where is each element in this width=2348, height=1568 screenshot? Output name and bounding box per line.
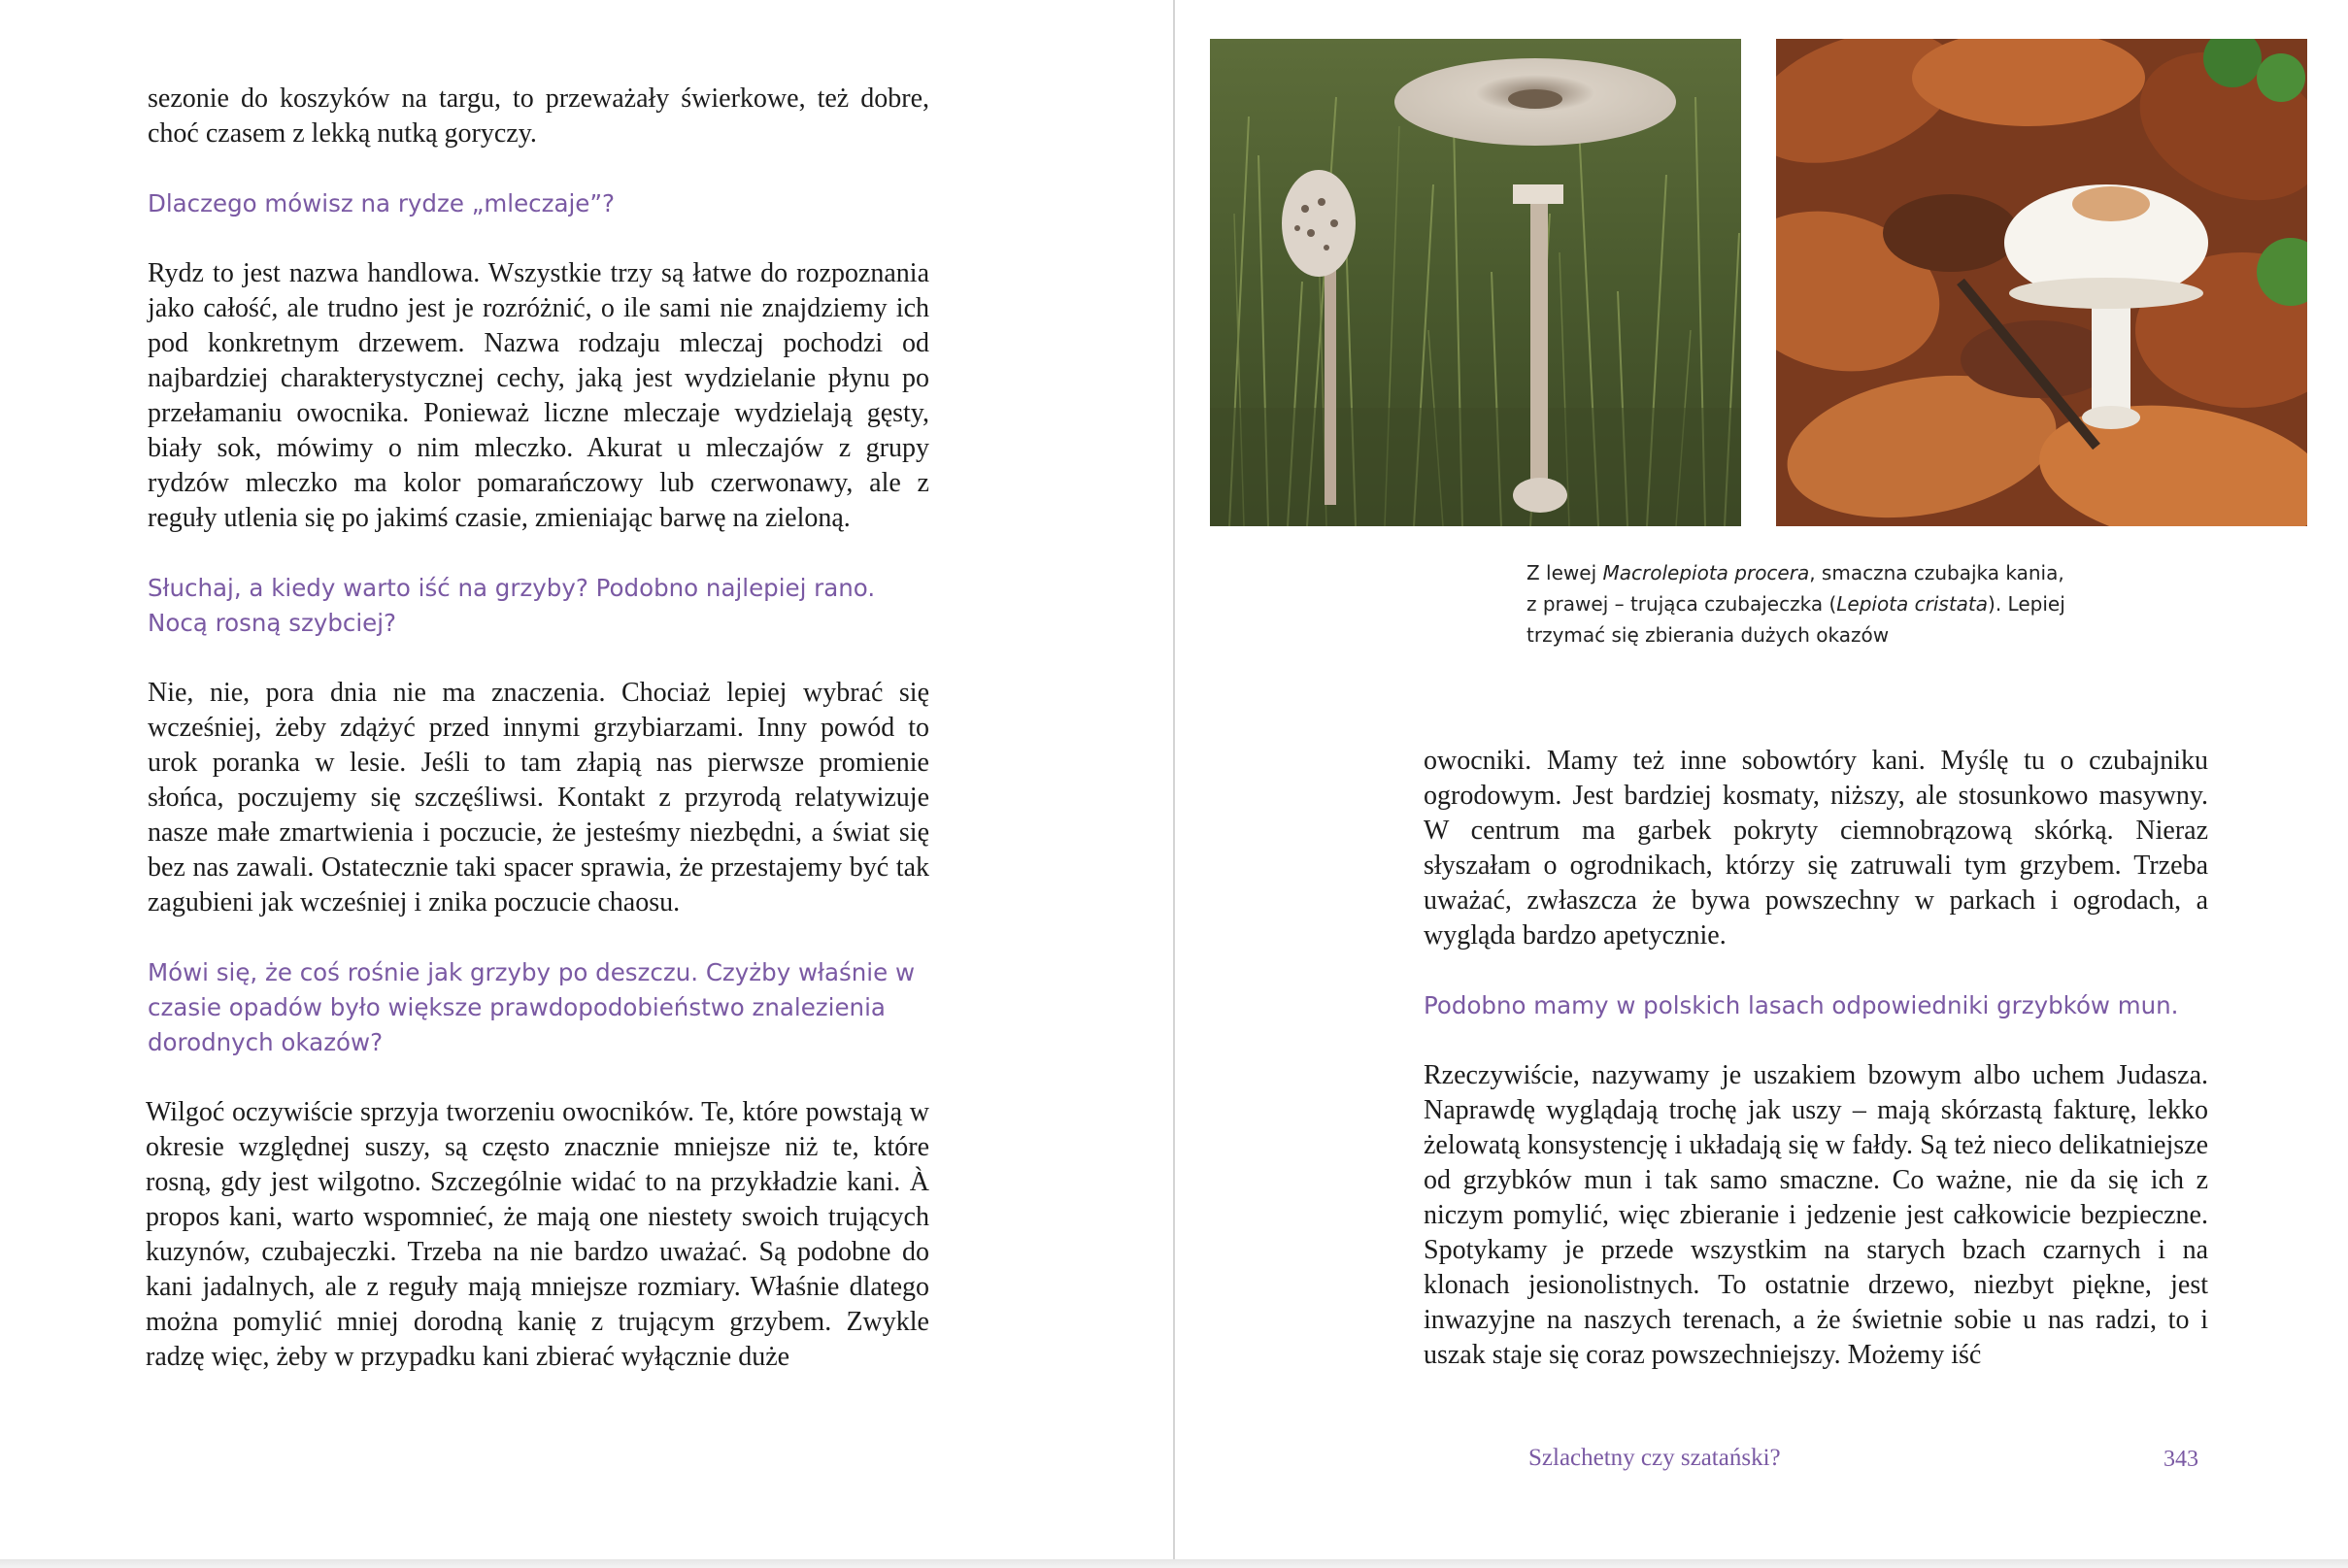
photo-caption bbox=[1526, 557, 2070, 651]
caption-line-2: z prawej – trująca czubajeczka (Lepiota cristata). Lepiej bbox=[1526, 592, 2065, 616]
left-paragraph-4: Wilgoć oczywiście sprzyja tworzeniu owocników. Te, które powstają w okresie względnej suszy, są często znacznie mniejsze niż te, które rosną, gdy jest wilgotno. Szczególnie widać to na przykładzie kani. À propos kani, warto wspomnieć, że mają one niestety swoich trujących kuzynów, czubajeczki. Trzeba na nie bardzo uważać. Są podobne do kani jadalnych, ale z reguły mają mniejsze rozmiary. Właśnie dlatego można pomylić mniej dorodną kanię z trującym grzybem. Zwykle radzę więc, żeby w przypadku kani zbierać wyłącznie duże bbox=[146, 1097, 929, 1372]
parasol-mushroom-illustration bbox=[1210, 39, 1741, 526]
caption-species-name: Lepiota cristata bbox=[1836, 592, 1989, 616]
photo-lepiota-cristata bbox=[1776, 39, 2307, 526]
right-paragraph-2: Rzeczywiście, nazywamy je uszakiem bzowym albo uchem Judasza. Naprawdę wyglądają trochę jak uszy – mają skórzastą fakturę, lekko żelowatą konsystencję i układają się w fałdy. Są też nieco delikatniejsze od grzybków mun i tak samo smaczne. Co ważne, nie da się ich z niczym pomylić, więc zbieranie i jedzenie jest całkowicie bezpieczne. Spotykamy je przede wszystkim na starych bzach czarnych i na klonach jesionolistnych. To ostatnie drzewo, niezbyt piękne, jest inwazyjne na naszych terenach, a że świetnie sobie u nas radzi, to i uszak staje się coraz powszechniejszy. Możemy iść bbox=[1424, 1060, 2208, 1370]
left-paragraph-2: Rydz to jest nazwa handlowa. Wszystkie trzy są łatwe do rozpoznania jako całość, ale trudno jest je rozróżnić, o ile sami nie znajdziemy ich pod konkretnym drzewem. Nazwa rodzaju mleczaj pochodzi od najbardziej charakterystycznej cechy, jaką jest wydzielanie płynu po przełamaniu owocnika. Ponieważ liczne mleczaje wydzielają gęsty, biały sok, mówimy o nim mleczko. Akurat u mleczajów z grupy rydzów mleczko ma kolor pomarańczowy lub czerwonawy, ale z reguły utlenia się po jakimś czasie, zmieniając barwę na zieloną. bbox=[148, 258, 929, 533]
left-question-3: Mówi się, że coś rośnie jak grzyby po deszczu. Czyżby właśnie w czasie opadów było większe prawdopodobieństwo znalezienia dorodnych okazów? bbox=[148, 958, 916, 1056]
left-question-2: Słuchaj, a kiedy warto iść na grzyby? Podobno najlepiej rano. Nocą rosną szybciej? bbox=[148, 574, 876, 637]
page-number: 343 bbox=[2164, 1447, 2198, 1472]
caption-line-1: Z lewej Macrolepiota procera, smaczna czubajka kania, bbox=[1526, 561, 2064, 584]
crested-lepiota-illustration bbox=[1776, 39, 2307, 526]
running-footer-title: Szlachetny czy szatański? bbox=[1528, 1445, 1781, 1471]
page-bottom-edge bbox=[0, 1559, 2348, 1568]
left-paragraph-1: sezonie do koszyków na targu, to przeważały świerkowe, też dobre, choć czasem z lekką nutką goryczy. bbox=[148, 83, 929, 149]
right-paragraph-1: owocniki. Mamy też inne sobowtóry kani. Myślę tu o czubajniku ogrodowym. Jest bardziej kosmaty, niższy, ale stosunkowo masywny. W centrum ma garbek pokryty ciemnobrązową skórką. Nieraz słyszałam o ogrodnikach, którzy się zatruwali tym grzybem. Trzeba uważać, zwłaszcza że bywa powszechny w parkach i ogrodach, a wygląda bardzo apetycznie. bbox=[1424, 746, 2208, 951]
caption-species-name: Macrolepiota procera bbox=[1602, 561, 1810, 584]
left-question-1: Dlaczego mówisz na rydze „mleczaje”? bbox=[148, 189, 616, 217]
caption-line-3: trzymać się zbierania dużych okazów bbox=[1526, 623, 1890, 647]
left-paragraph-3: Nie, nie, pora dnia nie ma znaczenia. Chociaż lepiej wybrać się wcześniej, żeby zdążyć przed innymi grzybiarzami. Inny powód to urok poranka w lesie. Jeśli to tam złapią nas pierwsze promienie słońca, poczujemy się szczęśliwsi. Kontakt z przyrodą relatywizuje nasze małe zmartwienia i poczucie, że jesteśmy niezbędni, a świat się bez nas zawali. Ostatecznie taki spacer sprawia, że przestajemy być tak zagubieni jak wcześniej i znika poczucie chaosu. bbox=[148, 678, 929, 917]
right-question-1: Podobno mamy w polskich lasach odpowiedniki grzybków mun. bbox=[1424, 991, 2179, 1019]
book-gutter bbox=[1173, 0, 1175, 1563]
photo-macrolepiota-procera bbox=[1210, 39, 1741, 526]
